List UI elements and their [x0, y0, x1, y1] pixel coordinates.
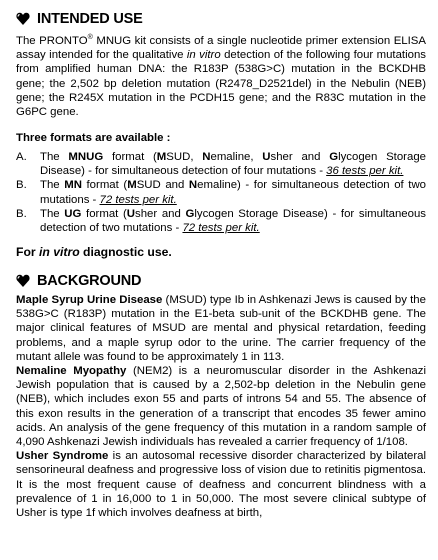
formats-title: Three formats are available : — [16, 132, 171, 144]
intended-use-title: INTENDED USE — [37, 11, 143, 27]
heart-suit-icon — [16, 274, 30, 288]
background-heading — [16, 272, 141, 290]
format-item-mn: B. The MN format (MSUD and Nemaline) - for simultaneous detection of two mutations - 72 tests per kit. — [16, 179, 427, 206]
formats-list — [16, 150, 426, 235]
intended-use-heading — [16, 10, 143, 28]
format-item-ug: B. The UG format (Usher and Glycogen Storage Disease) - for simultaneous detection of two mutations - 72 tests per kit. — [16, 207, 426, 235]
diagnostic-use-note: For in vitro diagnostic use. — [16, 245, 172, 259]
format-item-mnug: A. The MNUG format (MSUD, Nemaline, Usher and Glycogen Storage Disease) - for simultaneous detection of four mutations - 36 tests per kit. — [16, 151, 426, 178]
background-title: BACKGROUND — [37, 273, 142, 289]
heart-suit-icon — [16, 12, 30, 26]
intended-use-paragraph: The PRONTO® MNUG kit consists of a single nucleotide primer extension ELISA assay intended for the qualitative in vitro detection of the following four mutations from amplified human DNA: the R183P (538G>C) mutation in the BCKDHB gene; the 2,502 bp deletion mutation (R2478_D2521del) in the Nebulin (NEB) gene; the R245X mutation in the PCDH15 gene; and the R83C mutation in the G6PC gene. — [16, 34, 426, 119]
nemaline-paragraph: Nemaline Myopathy (NEM2) is a neuromuscular disorder in the Ashkenazi Jewish population that is caused by a 2,502-bp deletion in the Nebulin gene (NEB), which includes exon 55 and parts of introns 54 and 55. The absence of this exon results in the generation of a transcript that encodes 35 fewer amino acids. An analysis of the gene frequency of this mutation in a random sample of 4,090 Ashkenazi Jewish individuals has revealed a carrier frequency of 1/108. — [16, 365, 426, 449]
msud-paragraph: Maple Syrup Urine Disease (MSUD) type Ib in Ashkenazi Jews is caused by the 538G>C (R183P) mutation in the E1-beta sub-unit of the BCKDHB gene. The major clinical features of MSUD are mental and physical retardation, feeding problems, and a maple syrup odor to the urine. The carrier frequency of the mutant allele was found to be approximately 1 in 113. — [16, 294, 426, 363]
background-body — [16, 293, 426, 520]
usher-paragraph: Usher Syndrome is an autosomal recessive disorder characterized by bilateral sensorineural deafness and progressive loss of vision due to retinitis pigmentosa. It is the most frequent cause of deafness and concurrent blindness with a prevalence of 1 in 16,000 to 1 in 50,000. The most severe clinical subtype of Usher is type 1f which involves deafness at birth, — [16, 450, 427, 520]
